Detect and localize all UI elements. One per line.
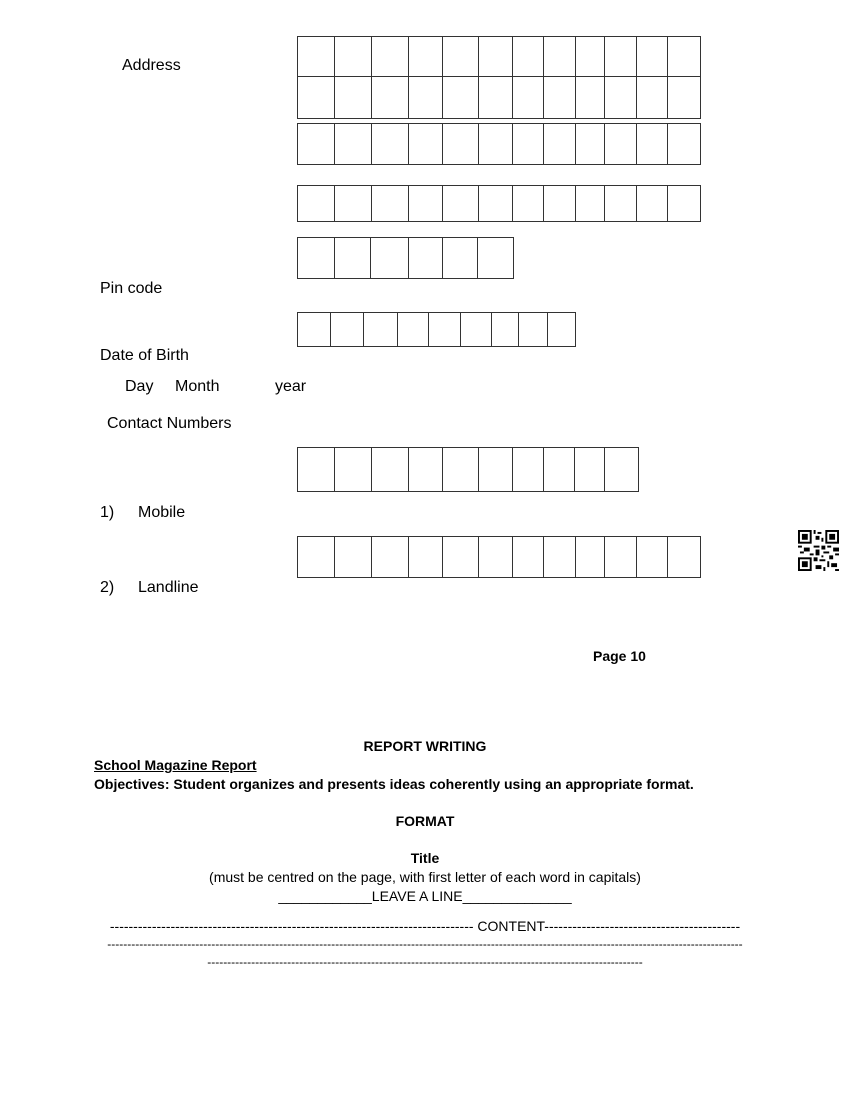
title-label: Title (410, 850, 440, 866)
format-heading: FORMAT (395, 813, 455, 829)
report-heading: REPORT WRITING (363, 738, 487, 754)
mobile-boxes[interactable] (297, 447, 639, 492)
pincode-label: Pin code (100, 280, 163, 297)
address-line-1-boxes[interactable] (297, 36, 701, 77)
address-label: Address (122, 57, 181, 74)
dob-boxes[interactable] (297, 312, 576, 347)
report-objectives: Objectives: Student organizes and presents ideas coherently using an appropriate format. (94, 776, 694, 792)
address-line-2-boxes[interactable] (297, 76, 701, 119)
title-note: (must be centred on the page, with first letter of each word in capitals) (209, 869, 641, 885)
leave-a-line: ____________LEAVE A LINE______________ (278, 888, 572, 904)
contact-numbers-label: Contact Numbers (107, 415, 232, 432)
dob-month-label: Month (175, 378, 220, 395)
content-line: ------------------------------------------------------------------------------ CONTENT------------------------------------------ (109, 918, 741, 934)
landline-boxes[interactable] (297, 536, 701, 578)
address-line-4-boxes[interactable] (297, 185, 701, 222)
address-line-3-boxes[interactable] (297, 123, 701, 165)
report-subheading: School Magazine Report (94, 757, 257, 773)
dob-label: Date of Birth (100, 347, 189, 364)
landline-number-index: 2) (100, 579, 115, 596)
dash-line-1: --------------------------------------------------------------------------------------------------------------------------------------------------------------- (107, 937, 743, 951)
pincode-boxes[interactable] (297, 237, 514, 279)
qr-code-icon (798, 530, 839, 571)
dash-line-2: ------------------------------------------------------------------------------------------------------------- (207, 955, 643, 969)
mobile-label: Mobile (138, 504, 186, 521)
landline-label: Landline (138, 579, 199, 596)
page-number: Page 10 (593, 648, 646, 664)
dob-day-label: Day (125, 378, 154, 395)
mobile-number-index: 1) (100, 504, 115, 521)
dob-year-label: year (275, 378, 307, 395)
